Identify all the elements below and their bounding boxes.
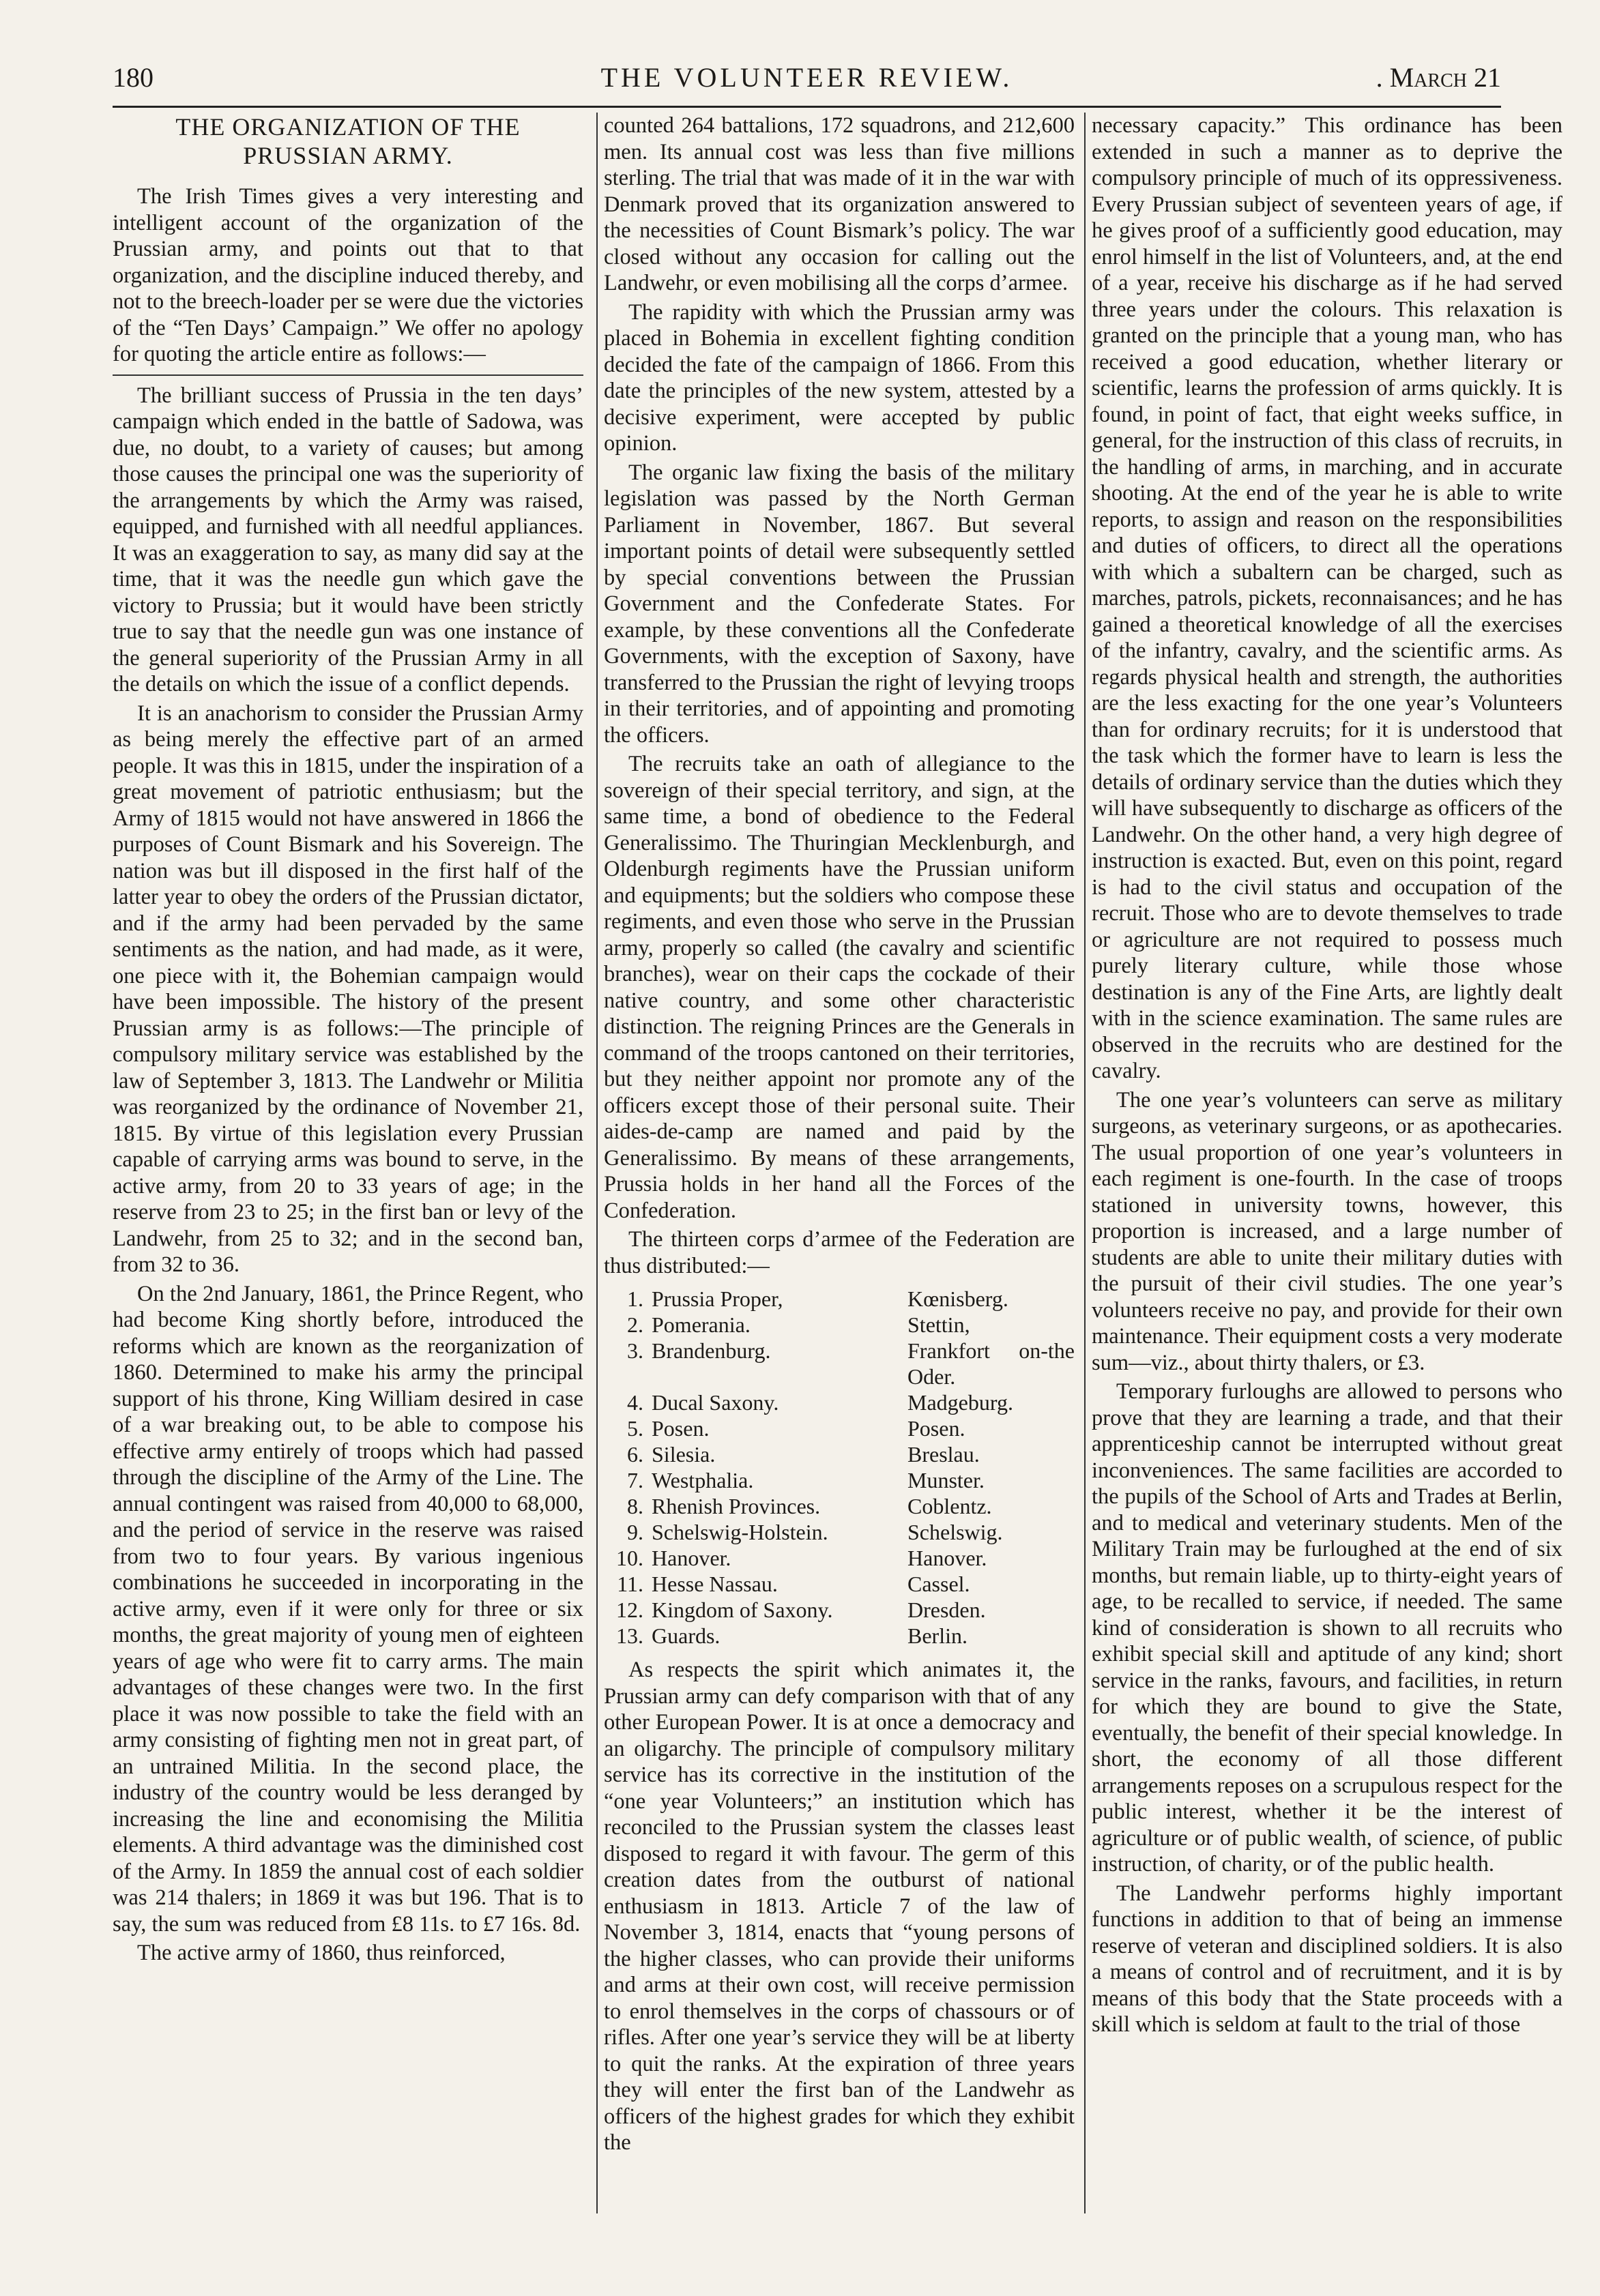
corps-row [604,1467,1075,1493]
section-rule [113,374,583,376]
corps-row [604,1571,1075,1597]
paragraph: The Irish Times gives a very interesting and intelligent account of the organization of the Prussian army, and points out that to that organization, and the discipline induced thereby, and not to the breech-loader per se were due the victories of the “Ten Days’ Campaign.” We offer no apology for quoting the article entire as follows:— [113,184,583,366]
corps-number: 1. [627,1286,643,1311]
corps-number: 9. [627,1520,643,1544]
corps-row [604,1415,1075,1441]
corps-row [604,1623,1075,1649]
corps-number: 5. [627,1416,643,1441]
corps-headquarters: Cassel. [907,1572,970,1596]
paragraph: The one year’s volunteers can serve as military surgeons, as veterinary surgeons, or as apothecaries. The usual proportion of one year’s volunteers in each regiment is one-fourth. In the case of troops stationed in university towns, however, this proportion is increased, and a large number of students are able to unite their military duties with the pursuit of their civil studies. The one year’s volunteers receive no pay, and provide for their own maintenance. Their equipment costs a very moderate sum—viz., about thirty thalers, or £3. [1092,1087,1562,1375]
corps-number: 12. [616,1598,643,1622]
paragraph: The brilliant success of Prussia in the ten days’ campaign which ended in the battle of Sadowa, was due, no doubt, to a variety of causes; but among those causes the principal one was the superiority of the arrangements by which the Army was raised, equipped, and furnished with all needful appliances. It was an exaggeration to say, as many did say at the time, that it was the needle gun which gave the victory to Prussia; but it would have been strictly true to say that the needle gun was one instance of the general superiority of the Prussian Army in all the details on which the issue of a conflict depends. [113,383,583,696]
paragraph: The active army of 1860, thus reinforced, [137,1941,506,1965]
corps-row [604,1545,1075,1571]
paragraph: It is an anachorism to consider the Prussian Army as being merely the effective part of an armed people. It was this in 1815, under the inspiration of a great movement of patriotic enthusiasm; but the Army of 1815 would not have answered in 1866 the purposes of Count Bismark and his Sovereign. The nation was but ill disposed in the first half of the latter year to obey the orders of the Prussian dictator, and if the army had been pervaded by the same sentiments as the nation, and had made, as it were, one piece with it, the Bohemian campaign would have been impossible. The history of the present Prussian army is as follows:—The principle of compulsory military service was established by the law of September 3, 1813. The Landwehr or Militia was reorganized by the ordinance of November 21, 1815. By virtue of this legislation every Prussian capable of carrying arms was bound to serve, in the active army, from 20 to 33 years of age; in the reserve from 23 to 25; in the first ban or levy of the Landwehr, from 25 to 32; and in the second ban, from 32 to 36. [113,701,583,1277]
corps-headquarters: Munster. [907,1468,985,1492]
corps-row [604,1338,1075,1389]
column-divider [1084,113,1086,2213]
paragraph: Temporary furloughs are allowed to persons who prove that they are learning a trade, and that their apprenticeship cannot be interrupted without great inconveniences. The same facilities are accorded to the pupils of the School of Arts and Trades at Berlin, and to medical and veterinary students. Men of the Military Train may be furloughed at the end of six months, but remain liable, up to thirty-eight years of age, to be recalled to service, if needed. The same kind of consideration is shown to all recruits who exhibit special skill and aptitude of any kind; short service in the ranks, favours, and facilities, in return for which they are bound to give the State, eventually, the benefit of their special knowledge. In short, the economy of all those different arrangements reposes on a scrupulous respect for the public interest, whether it be the interest of agriculture or of public wealth, of science, of public instruction, of charity, or of the public health. [1092,1379,1562,1876]
paragraph: The recruits take an oath of allegiance to the sovereign of their special territory, and sign, at the same time, a bond of obedience to the Federal Generalissimo. The Thuringian Mecklenburgh, and Oldenburgh regiments have the Prussian uniform and equipments; but the soldiers who compose these regiments, and even those who serve in the Prussian army, properly so called (the cavalry and scientific branches), wear on their caps the cockade of their native country, and some other characteristic distinction. The reigning Princes are the Generals in command of the troops cantoned on their territories, but they neither appoint nor promote any of the officers except those of their personal suite. Their aides-de-camp are named and paid by the Generalissimo. By means of these arrangements, Prussia holds in her hand all the Forces of the Confederation. [604,752,1075,1223]
corps-province: Ducal Saxony. [652,1390,779,1415]
corps-number: 4. [627,1390,643,1415]
corps-number: 13. [616,1623,643,1648]
column-1 [113,113,583,2220]
corps-province: Posen. [652,1416,710,1441]
corps-headquarters: Stettin, [907,1312,970,1337]
paragraph: The rapidity with which the Prussian army was placed in Bohemia in excellent fighting condition decided the fate of the campaign of 1866. From this date the principles of the new system, attested by a decisive experiment, were accepted by public opinion. [604,299,1075,456]
corps-province: Hanover. [652,1546,731,1570]
corps-headquarters: Frankfort on-the Oder. [907,1338,1075,1389]
corps-headquarters: Coblentz. [907,1494,992,1518]
corps-province: Kingdom of Saxony. [652,1598,833,1622]
journal-title: THE VOLUNTEER REVIEW. [600,62,1013,93]
corps-province: Rhenish Provinces. [652,1494,821,1518]
corps-row [604,1519,1075,1545]
paragraph: On the 2nd January, 1861, the Prince Regent, who had become King shortly before, introduced the reforms which are known as the reorganization of 1860. Determined to make his army the principal support of his throne, King William desired in case of a war breaking out, to be able to compose his effective army entirely of troops which had passed through the discipline of the Army of the Line. The annual contingent was raised from 40,000 to 68,000, and the period of service in the reserve was raised from two to four years. By various ingenious combinations he succeeded in incorporating in the active army, even if it were only for three or six months, the great majority of young men of eighteen years of age who were fit to carry arms. The main advantages of these changes were two. In the first place it was now possible to take the field with an army consisting of fighting men not in great part, of an untrained Militia. In the second place, the industry of the country would be less deranged by increasing the line and economising the Militia elements. A third advantage was the diminished cost of the Army. In 1859 the annual cost of each soldier was 214 thalers; in 1869 it was but 196. That is to say, the sum was reduced from £8 11s. to £7 16s. 8d. [113,1281,583,1937]
corps-province: Prussia Proper, [652,1286,783,1311]
corps-province: Schelswig-Holstein. [652,1520,828,1544]
paragraph: counted 264 battalions, 172 squadrons, and 212,600 men. Its annual cost was less than five millions sterling. The trial that was made of it in the war with Denmark proved that its organization answered to the necessities of Count Bismark’s policy. The war closed without any occasion for calling out the Landwehr, or even mobilising all the corps d’armee. [604,113,1075,295]
corps-province: Pomerania. [652,1312,751,1337]
corps-headquarters: Posen. [907,1416,965,1441]
corps-province: Silesia. [652,1442,716,1467]
corps-row [604,1597,1075,1623]
corps-headquarters: Breslau. [907,1442,980,1467]
corps-number: 10. [616,1546,643,1570]
paragraph: The organic law fixing the basis of the military legislation was passed by the North German Parliament in November, 1867. But several important points of detail were subsequently settled by special conventions between the Prussian Government and the Confederate States. For example, by these conventions all the Confederate Governments, with the exception of Saxony, have transferred to the Prussian the right of levying troops in their territories, and of appointing and promoting the officers. [604,460,1075,748]
corps-row [604,1441,1075,1467]
corps-headquarters: Berlin. [907,1623,968,1648]
corps-number: 8. [627,1494,643,1518]
paragraph: necessary capacity.” This ordinance has been extended in such a manner as to deprive the compulsory principle of much of its oppressiveness. Every Prussian subject of seventeen years of age, if he gives proof of a sufficiently good education, may enrol himself in the list of Volunteers, and, at the end of a year, receive his discharge as if he had served three years under the colours. This relaxation is granted on the principle that a young man, who has received a good education, whether literary or scientific, learns the profession of arms quickly. It is found, in point of fact, that eight weeks suffice, in general, for the instruction of this class of recruits, in the handling of arms, in marching, and in accurate shooting. At the end of the year he is able to write reports, to assign and reason on the responsibilities and duties of officers, to direct all the operations with which a subaltern can be charged, such as marches, patrols, pickets, reconnaisances; and he has gained a theoretical knowledge of all the exercises of the infantry, cavalry, and the scientific arms. As regards physical health and strength, the authorities are the less exacting for the one year’s Volunteers than for ordinary recruits; for it is understood that the task which the former have to learn is less the details of ordinary service than the duties which they will have subsequently to discharge as officers of the Landwehr. On the other hand, a very high degree of instruction is exacted. But, even on this point, regard is had to the civil status and occupation of the recruit. Those who are to devote themselves to trade or agriculture are not required to possess much purely literary culture, while those whose destination is any of the Fine Arts, are lightly dealt with in the science examination. The same rules are observed in the recruits who are destined for the cavalry. [1092,113,1562,1083]
corps-province: Brandenburg. [652,1338,771,1363]
column-divider [596,113,598,2213]
page-header [113,56,1501,104]
corps-province: Guards. [652,1623,721,1648]
corps-row [604,1312,1075,1338]
corps-province: Westphalia. [652,1468,754,1492]
corps-province: Hesse Nassau. [652,1572,778,1596]
corps-row [604,1389,1075,1415]
corps-table [604,1286,1075,1649]
article-title: THE ORGANIZATION OF THE PRUSSIAN ARMY. [175,113,521,169]
paragraph: The thirteen corps d’armee of the Federation are thus distributed:— [604,1227,1075,1278]
corps-row [604,1286,1075,1312]
corps-number: 3. [627,1338,643,1363]
corps-number: 6. [627,1442,643,1467]
issue-date: . March 21 [1376,62,1501,93]
header-rule [113,106,1501,108]
paragraph: The Landwehr performs highly important functions in addition to that of being an immense reserve of veteran and disciplined soldiers. It is also a means of control and of recruitment, and it is by means of this body that the State proceeds with a skill which is seldom at fault to the trial of those [1092,1881,1562,2037]
corps-headquarters: Madgeburg. [907,1390,1013,1415]
corps-headquarters: Dresden. [907,1598,986,1622]
corps-headquarters: Kœnisberg. [907,1286,1008,1311]
corps-headquarters: Hanover. [907,1546,987,1570]
corps-number: 2. [627,1312,643,1337]
page-number: 180 [113,62,154,93]
corps-number: 11. [617,1572,643,1596]
corps-row [604,1493,1075,1519]
corps-number: 7. [627,1468,643,1492]
column-2 [604,113,1075,2220]
paragraph: As respects the spirit which animates it, the Prussian army can defy comparison with that of any other European Power. It is at once a democracy and an oligarchy. The principle of compulsory military service has its corrective in the institution of the “one year Volunteers;” an institution which has reconciled to the Prussian system the classes least disposed to regard it with favour. The germ of this creation dates from the outburst of national enthusiasm in 1813. Article 7 of the law of November 3, 1814, enacts that “young persons of the higher classes, who can provide their uniforms and arms at their own cost, will receive permission to enrol themselves in the corps of chassours or of rifles. After one year’s service they will be at liberty to quit the ranks. At the expiration of three years they will enter the first ban of the Landwehr as officers of the highest grades for which they exhibit the [604,1658,1075,2155]
corps-headquarters: Schelswig. [907,1520,1003,1544]
column-3 [1092,113,1562,2220]
